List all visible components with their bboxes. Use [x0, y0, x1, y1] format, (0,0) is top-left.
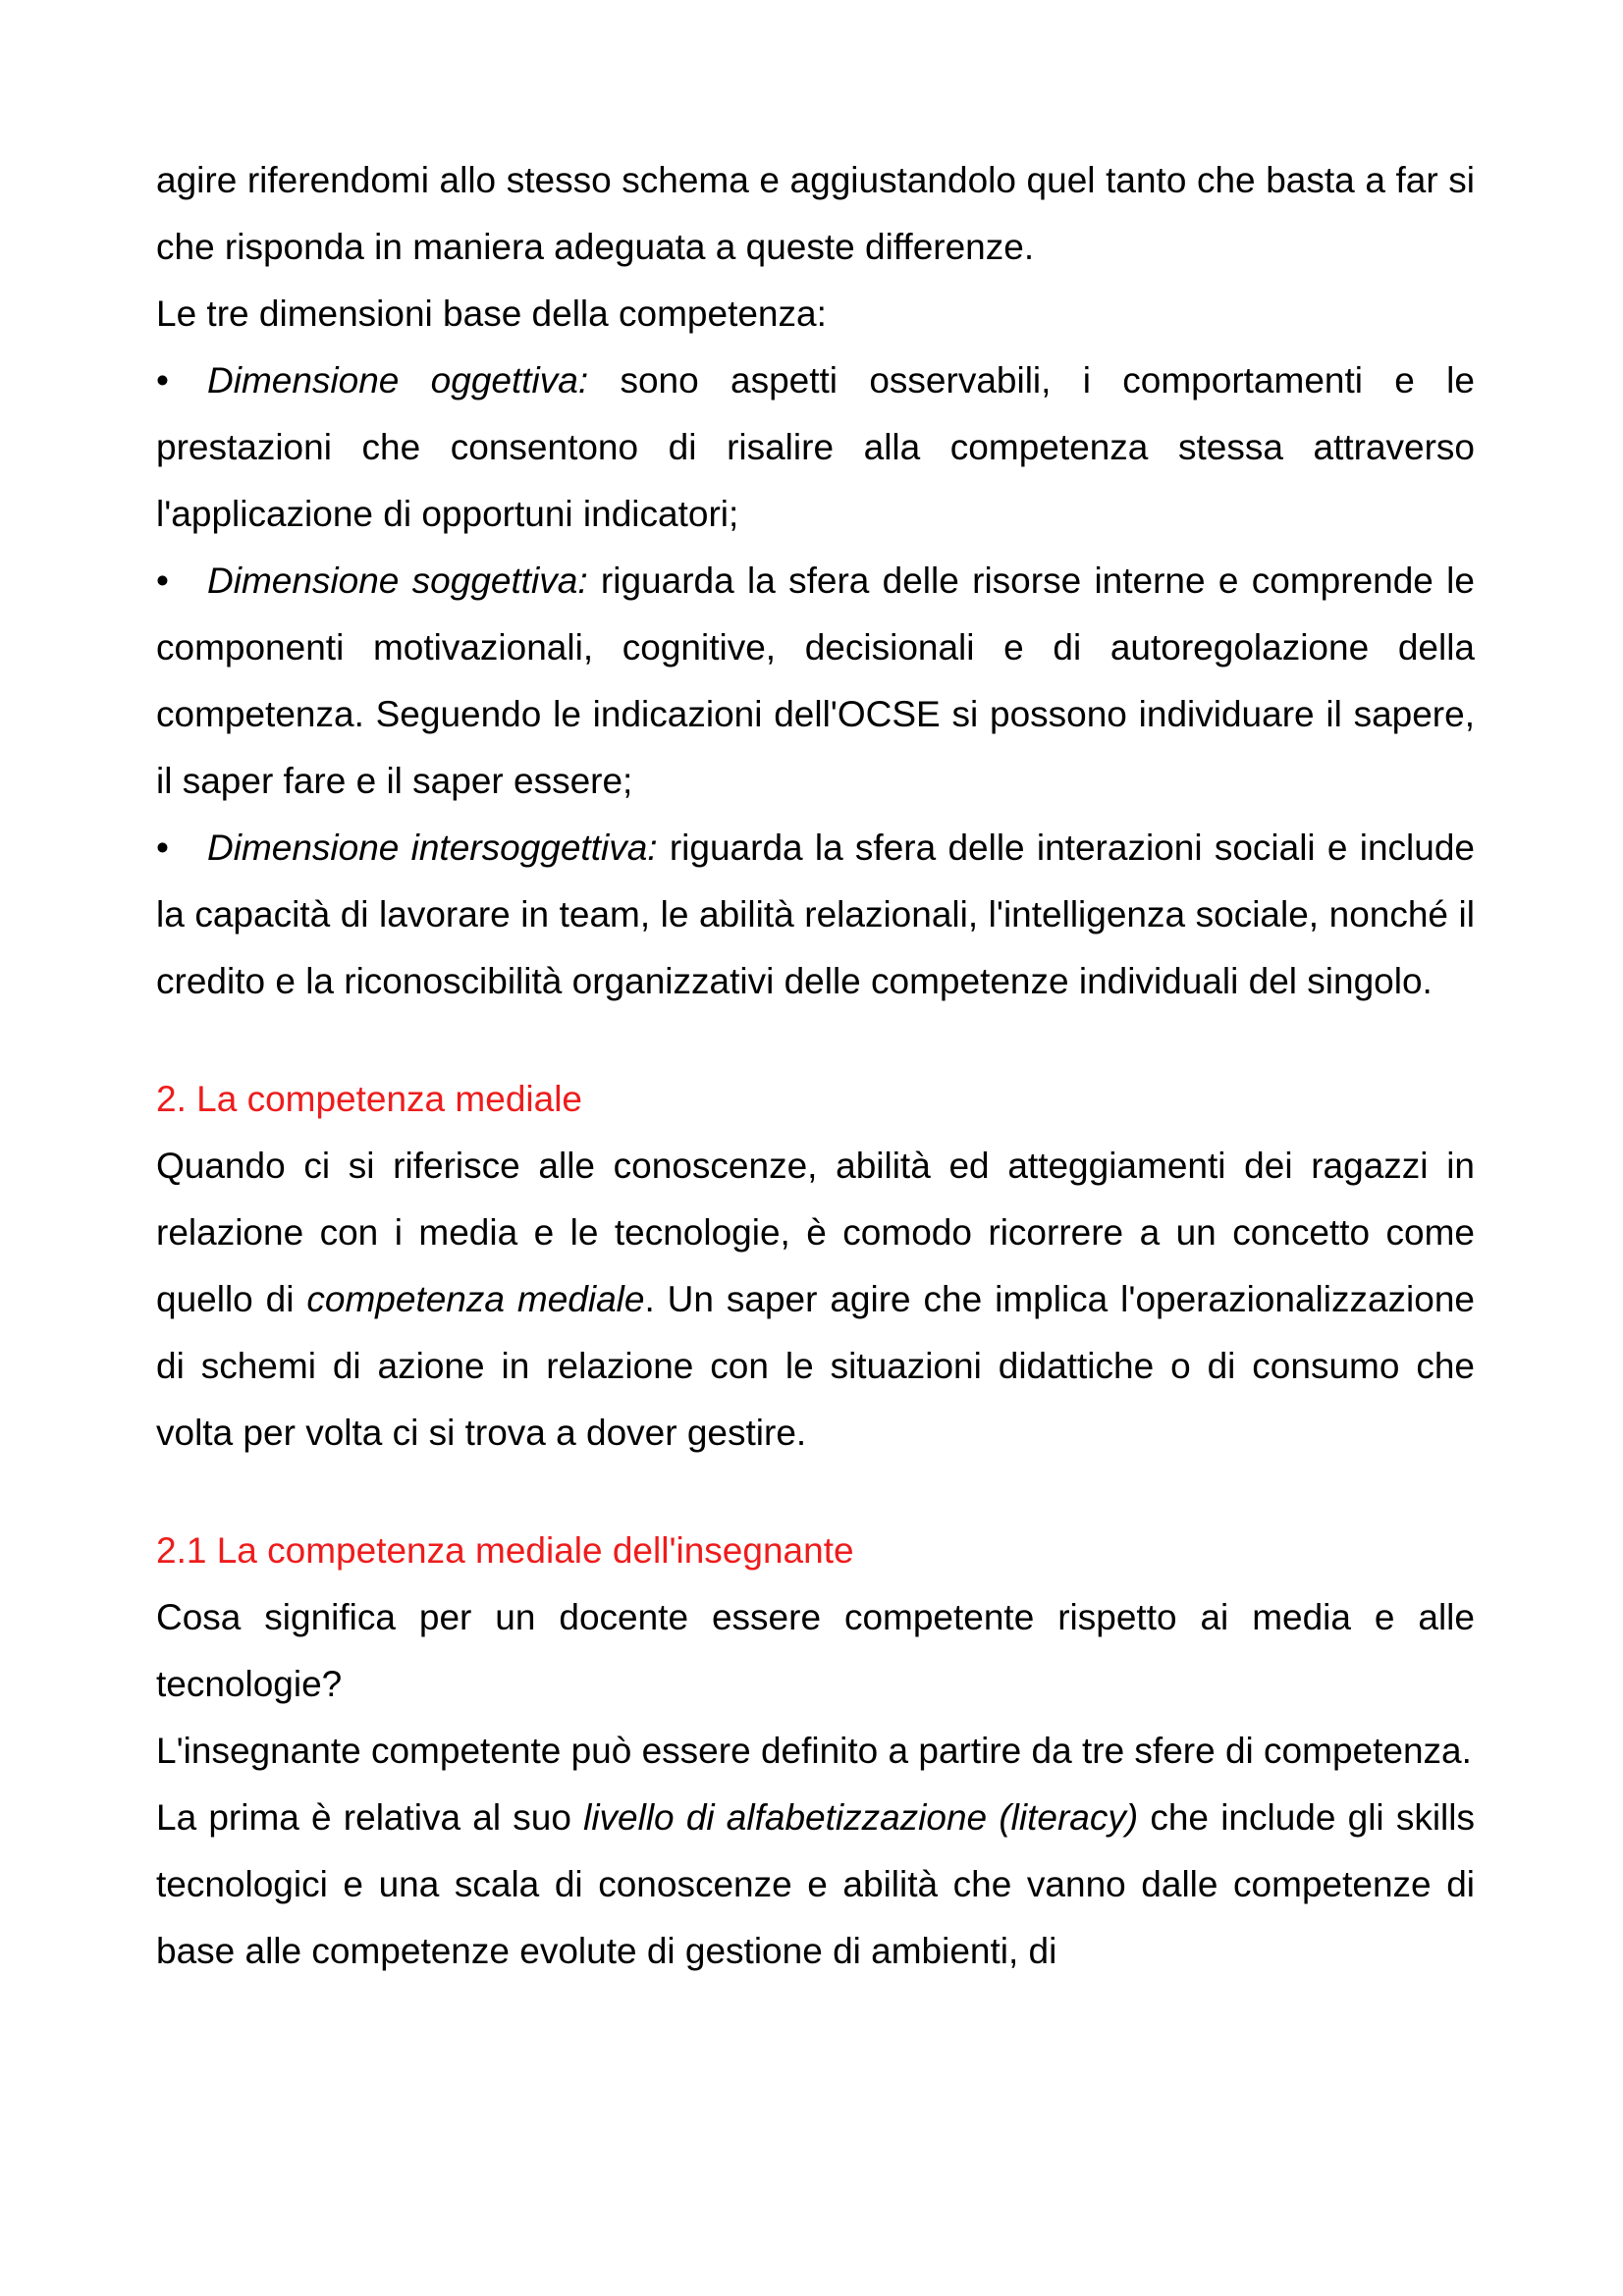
section-spacer [156, 1467, 1475, 1518]
bullet-term: Dimensione soggettiva: [207, 561, 588, 601]
section-2-text-after: . Un saper agire che implica l'operazionalizzazione di schemi di azione in relazione con le situazioni didattiche o di consumo che volta per volta ci si trova a dover gestire. [156, 1279, 1476, 1453]
paragraph-dimensions-intro: Le tre dimensioni base della competenza: [156, 294, 827, 334]
section-2-1-text-after: che include gli skills tecnologici e una scala di conoscenze e abilità che vanno dalle competenze di base alle competenze evolute di gestione di ambienti, di [156, 1797, 1475, 1971]
bullet-term: Dimensione intersoggettiva: [207, 828, 658, 868]
section-2-paragraph [156, 1133, 1475, 1467]
bullet-item-soggettiva [156, 548, 1475, 815]
bullet-text: riguarda la sfera delle risorse interne e comprende le componenti motivazionali, cognitive, decisionali e di autoregolazione della competenza. Seguendo le indicazioni dell'OCSE si possono individuare il sapere, il saper fare e il saper essere; [156, 561, 1475, 801]
section-2-1-text-before: La prima è relativa al suo [156, 1797, 584, 1838]
section-2-text-before: Quando ci si riferisce alle conoscenze, abilità ed atteggiamenti dei ragazzi in relazione con i media e le tecnologie, è comodo ricorrere a un concetto come quello di [156, 1146, 1475, 1319]
bullet-term: Dimensione oggettiva: [207, 360, 589, 400]
section-spacer [156, 1015, 1475, 1066]
bullet-text: riguarda la sfera delle interazioni sociali e include la capacità di lavorare in team, le abilità relazionali, l'intelligenza sociale, nonché il credito e la riconoscibilità organizzativi delle competenze individuali del singolo. [156, 828, 1476, 1001]
section-2-1-paragraph-3 [156, 1785, 1475, 1985]
bullet-icon: • [156, 360, 169, 400]
section-2-1-paragraph-2: L'insegnante competente può essere definito a partire da tre sfere di competenza. [156, 1731, 1472, 1771]
bullet-item-intersoggettiva [156, 815, 1475, 1015]
bullet-item-oggettiva [156, 347, 1475, 548]
document-page [156, 147, 1475, 1985]
section-heading-2: 2. La competenza mediale [156, 1079, 582, 1119]
bullet-icon: • [156, 828, 169, 868]
paragraph-intro: agire riferendomi allo stesso schema e aggiustandolo quel tanto che basta a far si che risponda in maniera adeguata a queste differenze. [156, 160, 1475, 267]
section-heading-2-1: 2.1 La competenza mediale dell'insegnante [156, 1530, 854, 1571]
bullet-text: sono aspetti osservabili, i comportamenti e le prestazioni che consentono di risalire alla competenza stessa attraverso l'applicazione di opportuni indicatori; [156, 360, 1475, 534]
section-2-1-term: livello di alfabetizzazione (literacy) [583, 1797, 1139, 1838]
section-2-1-question: Cosa significa per un docente essere competente rispetto ai media e alle tecnologie? [156, 1597, 1475, 1704]
section-2-term: competenza mediale [306, 1279, 645, 1319]
bullet-icon: • [156, 561, 169, 601]
